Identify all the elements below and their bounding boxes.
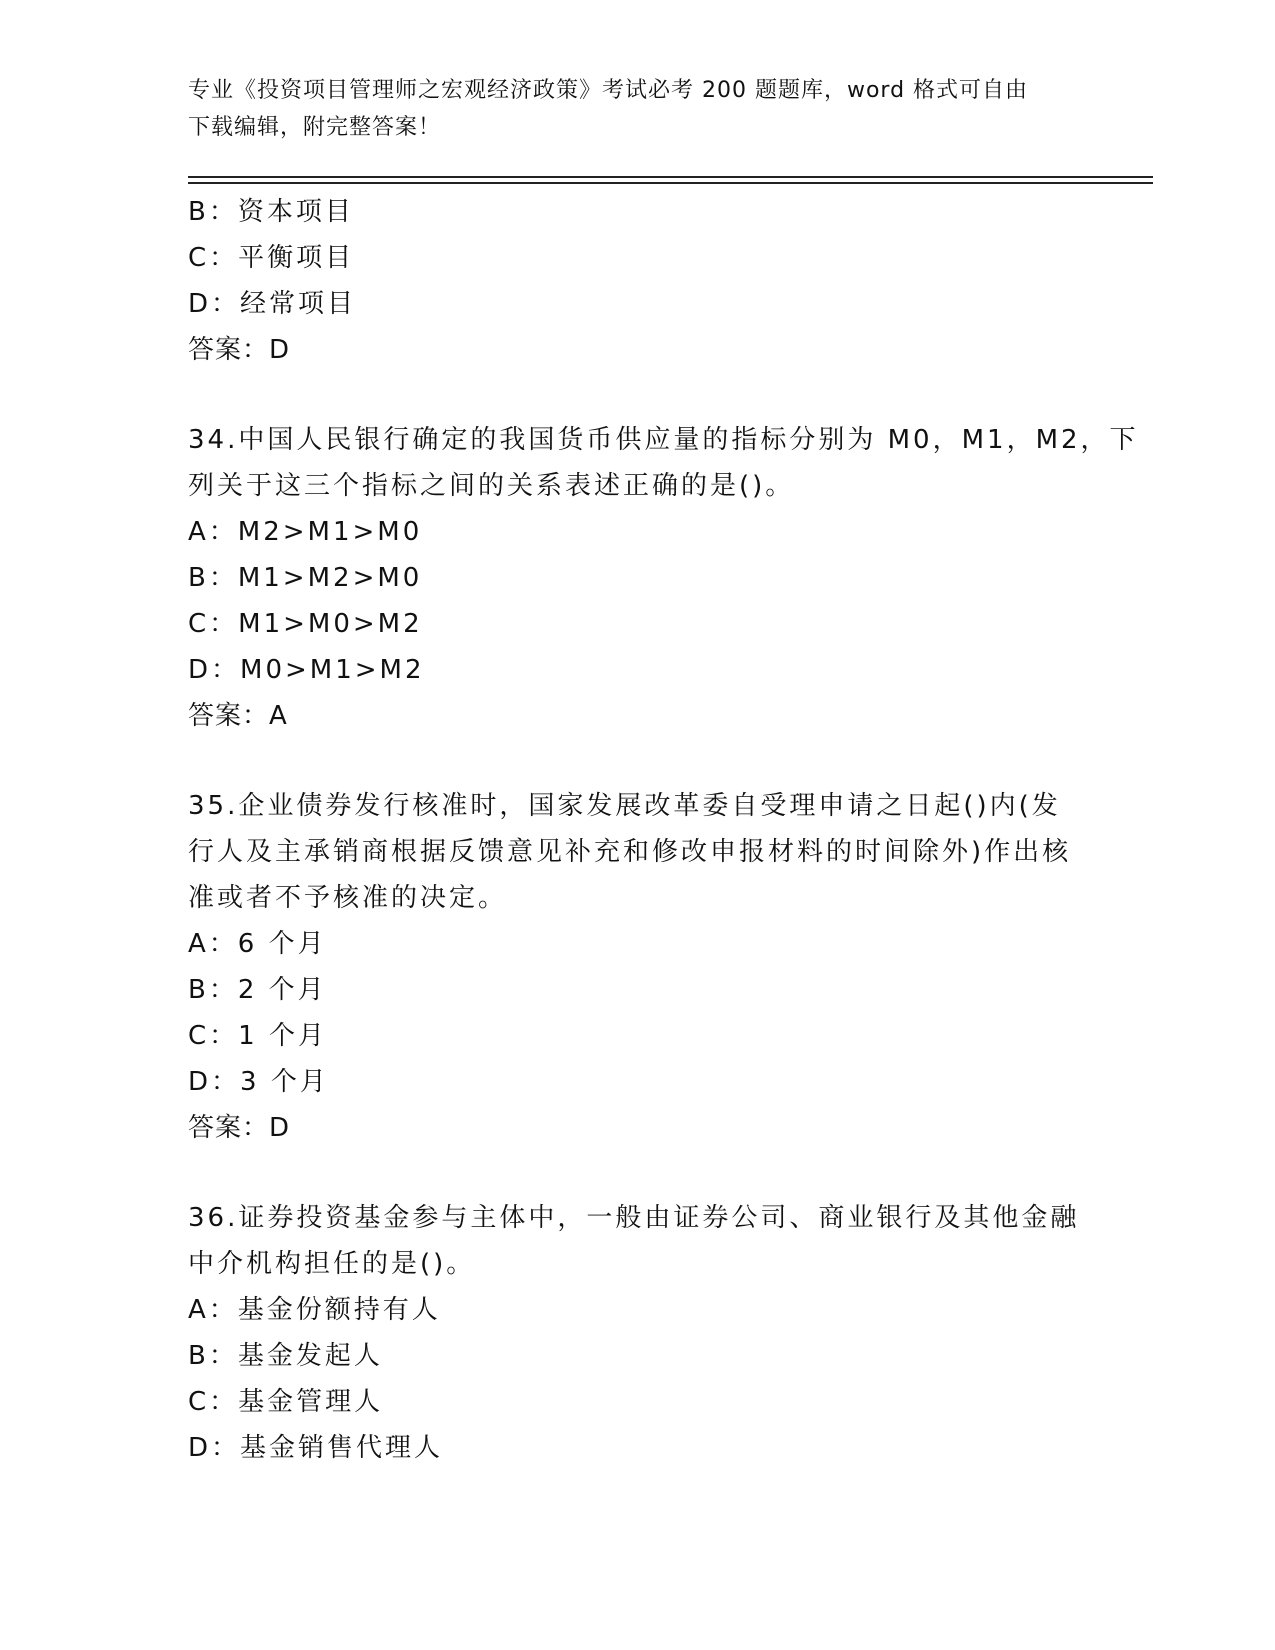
header-text-line-1: 专业《投资项目管理师之宏观经济政策》考试必考 200 题题库，word 格式可自由: [188, 78, 1029, 103]
option-c: C：M1>M0>M2: [188, 609, 423, 639]
header-divider-top: [188, 176, 1153, 178]
stem-line: 36.证券投资基金参与主体中，一般由证券公司、商业银行及其他金融: [188, 1203, 1080, 1233]
spacer: [188, 1151, 1088, 1195]
option-a: A：M2>M1>M0: [188, 517, 423, 547]
stem-line: 中介机构担任的是()。: [188, 1249, 476, 1279]
question-stem: [188, 417, 1139, 509]
answer: 答案：A: [188, 701, 288, 731]
option-d: D：基金销售代理人: [188, 1433, 444, 1463]
stem-line: 34.中国人民银行确定的我国货币供应量的指标分别为 M0，M1，M2，下: [188, 425, 1139, 455]
question-35: [188, 783, 1088, 1151]
option-c: C：1 个月: [188, 1021, 327, 1051]
option-a: A：基金份额持有人: [188, 1295, 441, 1325]
question-stem: [188, 1195, 1088, 1287]
option-b: B：资本项目: [188, 197, 354, 227]
question-34: [188, 417, 1139, 739]
page-header: [188, 72, 1088, 146]
question-list: [188, 189, 1139, 1471]
option-a: A：6 个月: [188, 929, 327, 959]
spacer: [188, 373, 1088, 417]
header-text-line-2: 下载编辑，附完整答案！: [188, 115, 442, 140]
answer: 答案：D: [188, 335, 291, 365]
stem-line: 准或者不予核准的决定。: [188, 883, 508, 913]
option-b: B：2 个月: [188, 975, 327, 1005]
header-divider-bottom: [188, 182, 1153, 184]
stem-line: 列关于这三个指标之间的关系表述正确的是()。: [188, 471, 795, 501]
option-d: D：3 个月: [188, 1067, 329, 1097]
question-stem: [188, 783, 1088, 921]
option-d: D：经常项目: [188, 289, 357, 319]
spacer: [188, 739, 1088, 783]
answer: 答案：D: [188, 1113, 291, 1143]
question-36: [188, 1195, 1088, 1471]
option-b: B：基金发起人: [188, 1341, 383, 1371]
stem-line: 35.企业债券发行核准时，国家发展改革委自受理申请之日起()内(发: [188, 791, 1061, 821]
option-b: B：M1>M2>M0: [188, 563, 423, 593]
option-c: C：平衡项目: [188, 243, 355, 273]
stem-line: 行人及主承销商根据反馈意见补充和修改申报材料的时间除外)作出核: [188, 837, 1072, 867]
option-c: C：基金管理人: [188, 1387, 384, 1417]
option-d: D：M0>M1>M2: [188, 655, 425, 685]
question-33: [188, 189, 1088, 373]
